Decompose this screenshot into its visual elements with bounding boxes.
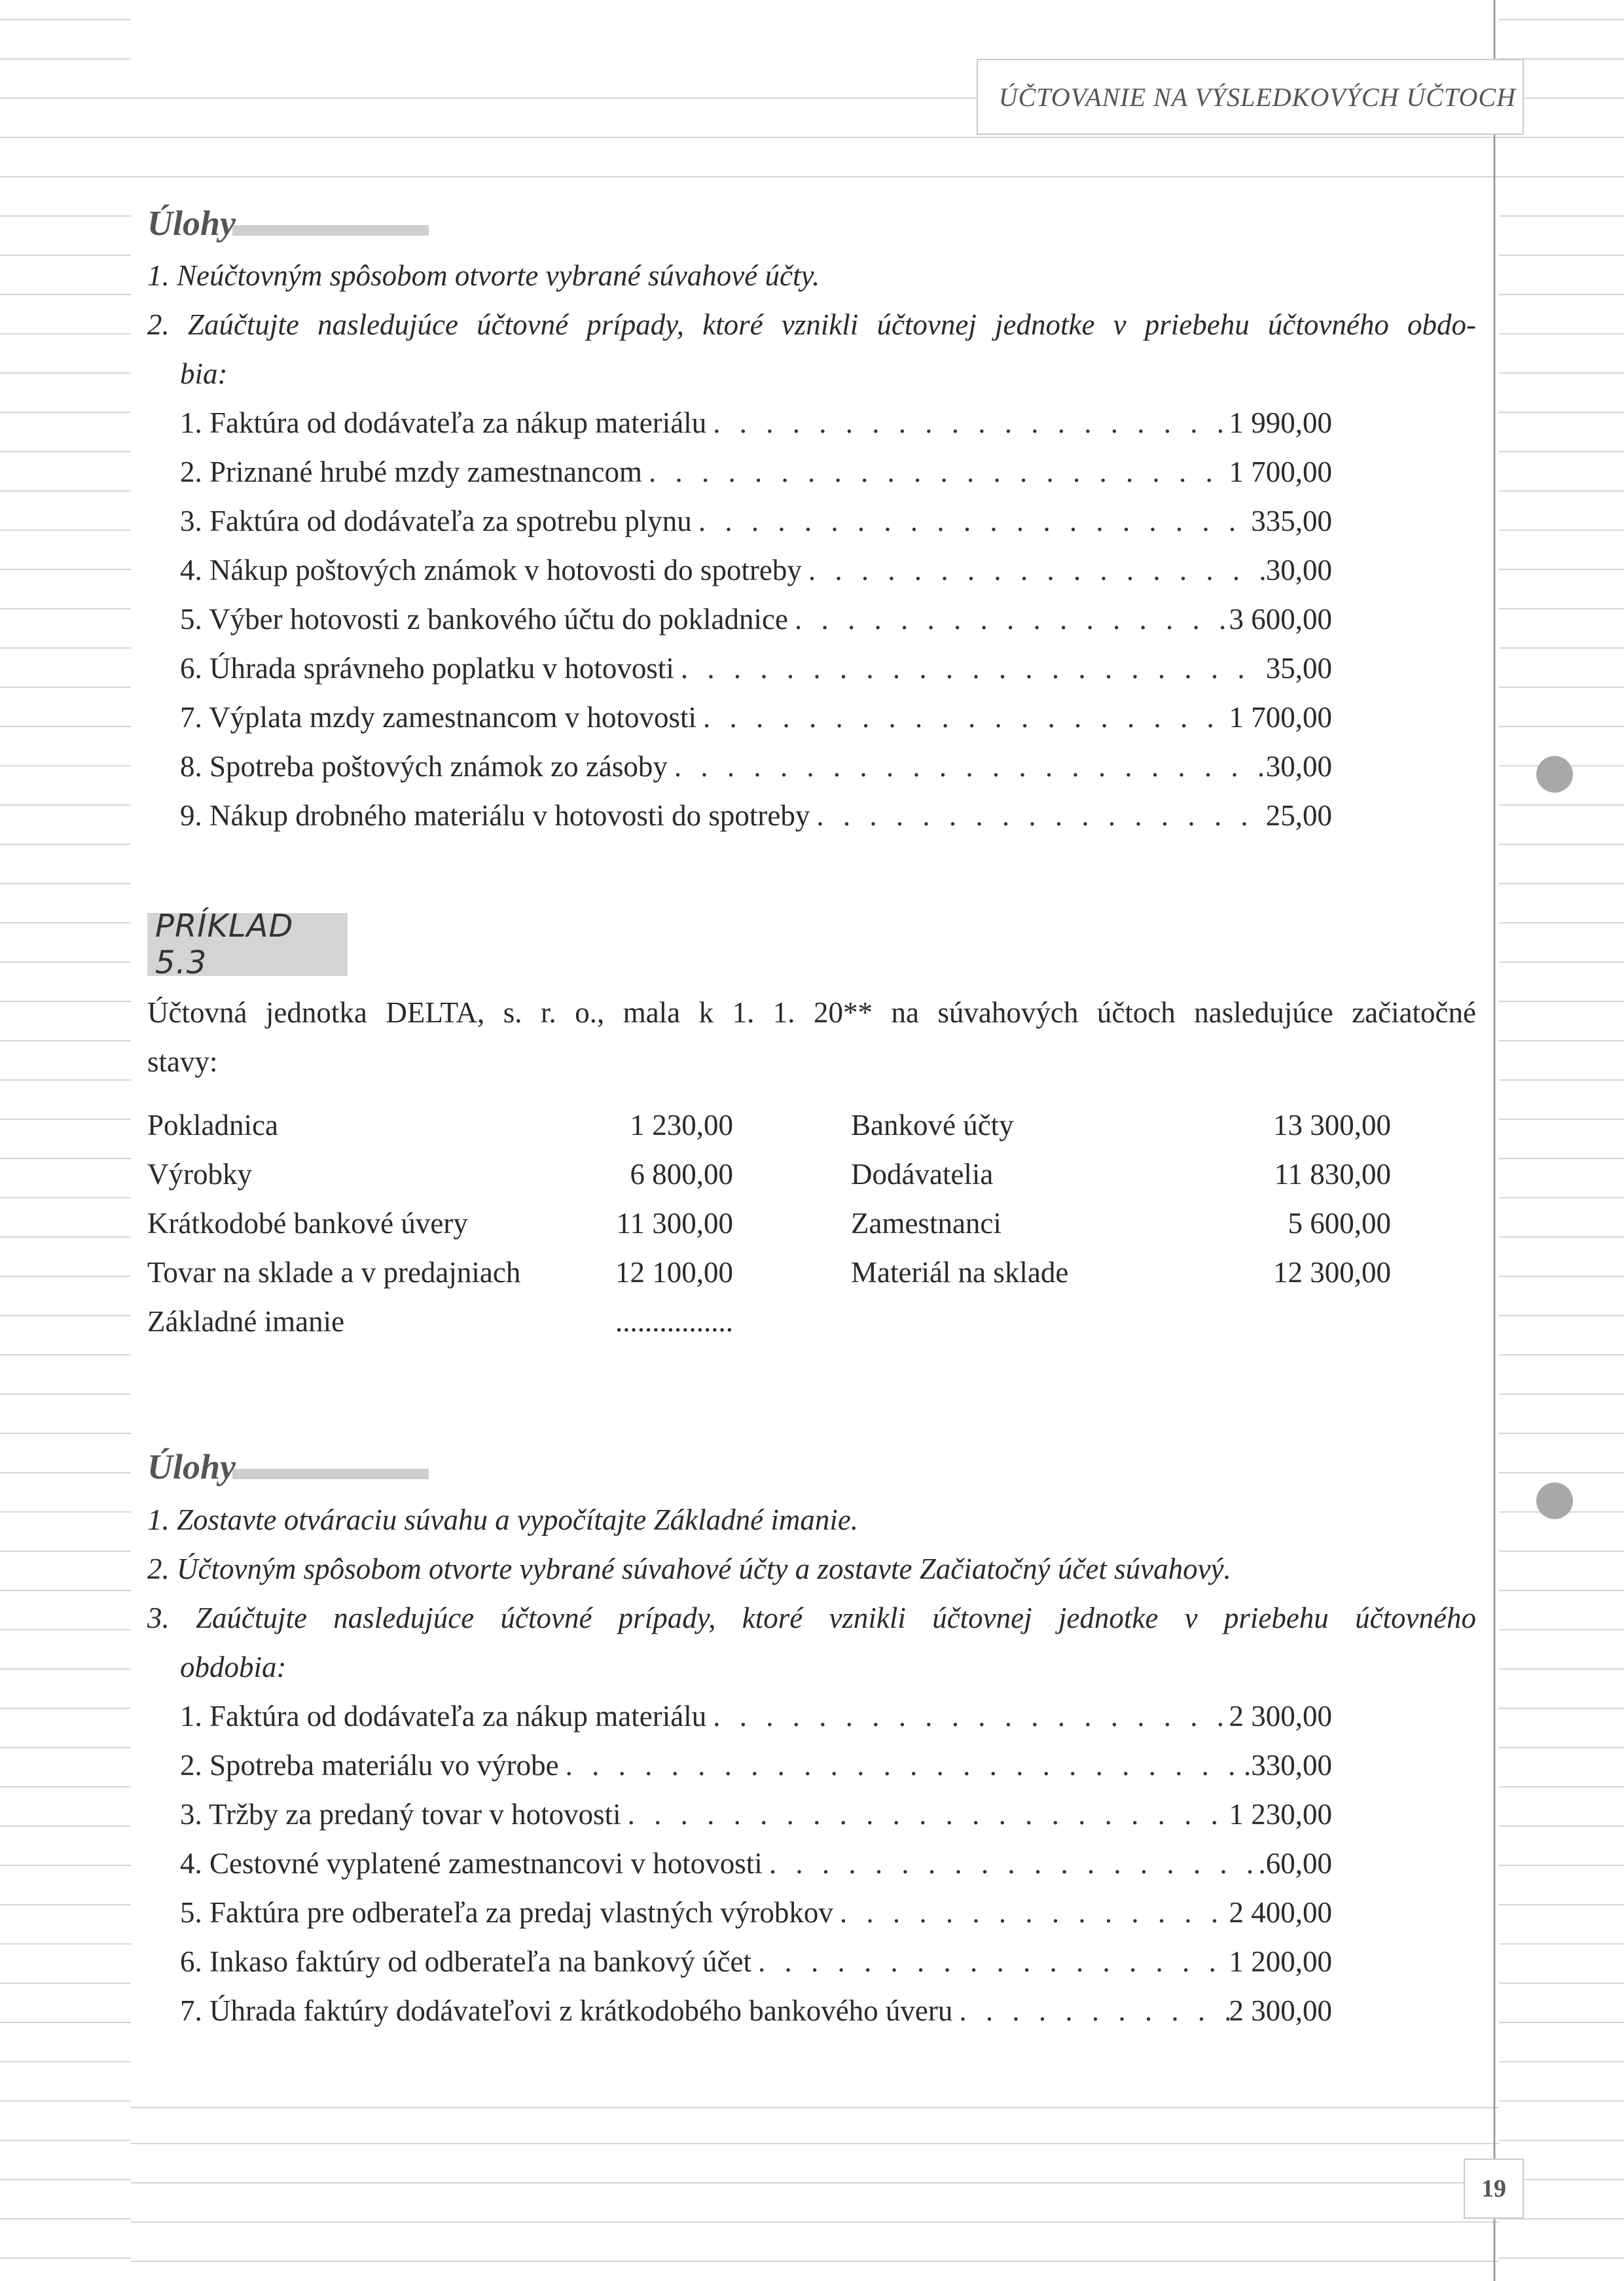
transaction-row [180,791,1332,840]
balance-account: Výrobky [147,1158,252,1191]
dot-leader [696,693,1229,742]
transaction-row [180,546,1332,595]
section1-task2-line2: bia: [180,357,228,390]
balance-row [147,1199,733,1248]
transaction-row [180,1692,1332,1741]
balance-amount: 12 300,00 [1273,1256,1391,1289]
balance-row [851,1199,1391,1248]
transaction-row [180,1986,1332,2036]
section1-title: Úlohy [147,203,236,243]
transaction-text: 4. Cestovné vyplatené zamestnancovi v hotovosti [180,1847,763,1880]
example-intro-line2: stavy: [147,1045,218,1078]
balance-row [147,1297,733,1346]
transaction-text: 5. Faktúra pre odberateľa za predaj vlastných výrobkov [180,1896,833,1929]
dot-leader [559,1741,1244,1790]
section1-task2-line1: 2. Zaúčtujte nasledujúce účtovné prípady, ktoré vznikli účtovnej jednotke v priebehu účtovného obdo- [147,308,1476,341]
balance-row [147,1248,733,1297]
dot-leader [763,1839,1259,1888]
balance-account: Krátkodobé bankové úvery [147,1207,468,1240]
balance-amount: 6 800,00 [630,1158,733,1191]
transaction-text: 6. Inkaso faktúry od odberateľa na bankový účet [180,1945,751,1978]
dot-leader [642,448,1229,497]
balance-amount: 11 300,00 [616,1207,733,1240]
section2-task1: 1. Zostavte otváraciu súvahu a vypočítajte Základné imanie. [147,1503,859,1536]
balance-account: Bankové účty [851,1109,1014,1141]
example-label: PRÍKLAD 5.3 [147,913,348,976]
dot-leader [674,644,1266,693]
dot-leader [692,497,1251,546]
section2-task3-line2: obdobia: [180,1651,287,1683]
dot-leader [802,546,1266,595]
transaction-amount: 1 200,00 [1229,1945,1332,1978]
transaction-row [180,1937,1332,1986]
transaction-amount: 25,00 [1265,799,1332,832]
balance-account: Materiál na sklade [851,1256,1069,1289]
transaction-amount: 2 300,00 [1229,1700,1332,1733]
balance-amount: 5 600,00 [1288,1207,1391,1240]
transaction-text: 6. Úhrada správneho poplatku v hotovosti [180,652,674,685]
transaction-row [180,644,1332,693]
balance-amount: ................ [615,1305,733,1338]
balance-amount: 13 300,00 [1273,1109,1391,1141]
dot-leader [751,1937,1229,1986]
transaction-amount: 2 400,00 [1229,1896,1332,1929]
transaction-text: 7. Úhrada faktúry dodávateľovi z krátkodobého bankového úveru [180,1994,953,2027]
balance-amount: 12 100,00 [615,1256,733,1289]
transaction-text: 3. Faktúra od dodávateľa za spotrebu plynu [180,505,692,537]
running-header [977,59,1524,135]
transaction-amount: 3 600,00 [1229,603,1332,636]
balance-row [851,1101,1391,1150]
transaction-text: 3. Tržby za predaný tovar v hotovosti [180,1798,621,1831]
section2-title: Úlohy [147,1446,236,1487]
transaction-row [180,1790,1332,1839]
transaction-text: 1. Faktúra od dodávateľa za nákup materiálu [180,1700,707,1733]
transaction-row [180,448,1332,497]
balance-account: Základné imanie [147,1305,345,1338]
transaction-amount: 35,00 [1265,652,1332,685]
transaction-row [180,1741,1332,1790]
section2-task3-line1: 3. Zaúčtujte nasledujúce účtovné prípady, ktoré vznikli účtovnej jednotke v priebehu účtovného [147,1602,1476,1634]
balance-row [851,1150,1391,1199]
page-number: 19 [1464,2159,1524,2219]
balance-account: Zamestnanci [851,1207,1001,1240]
punch-hole [1536,1482,1573,1519]
transaction-amount: .330,00 [1244,1749,1332,1782]
transaction-text: 9. Nákup drobného materiálu v hotovosti do spotreby [180,799,810,832]
transaction-text: 8. Spotreba poštových známok zo zásoby [180,750,668,783]
transaction-row [180,399,1332,448]
dot-leader [810,791,1265,840]
dot-leader [621,1790,1229,1839]
punch-hole [1536,756,1573,793]
dot-leader [833,1888,1229,1937]
balance-amount: 11 830,00 [1274,1158,1391,1191]
transaction-text: 4. Nákup poštových známok v hotovosti do spotreby [180,554,802,586]
example-intro-line1: Účtovná jednotka DELTA, s. r. o., mala k 1. 1. 20** na súvahových účtoch nasledujúce začiatočné [147,996,1476,1029]
transaction-amount: 30,00 [1265,554,1332,586]
transaction-text: 1. Faktúra od dodávateľa za nákup materiálu [180,406,707,439]
transaction-row [180,595,1332,644]
transaction-amount: 2 300,00 [1229,1994,1332,2027]
transaction-amount: 1 700,00 [1229,456,1332,488]
transaction-row [180,742,1332,791]
dot-leader [706,1692,1229,1741]
transaction-amount: 1 700,00 [1229,701,1332,734]
transaction-row [180,1888,1332,1937]
transaction-amount: .60,00 [1258,1847,1332,1880]
transaction-text: 2. Priznané hrubé mzdy zamestnancom [180,456,643,488]
transaction-amount: 1 990,00 [1229,406,1332,439]
dot-leader [668,742,1266,791]
transaction-text: 5. Výber hotovosti z bankového účtu do pokladnice [180,603,788,636]
balance-amount: 1 230,00 [630,1109,733,1141]
transaction-amount: 30,00 [1265,750,1332,783]
balance-account: Dodávatelia [851,1158,994,1191]
transaction-row [180,497,1332,546]
section2-task2: 2. Účtovným spôsobom otvorte vybrané súvahové účty a zostavte Začiatočný účet súvahový. [147,1553,1231,1585]
transaction-row [180,1839,1332,1888]
section1-task1: 1. Neúčtovným spôsobom otvorte vybrané súvahové účty. [147,259,820,292]
balance-account: Tovar na sklade a v predajniach [147,1256,521,1289]
dot-leader [706,399,1229,448]
dot-leader [788,595,1229,644]
transaction-text: 2. Spotreba materiálu vo výrobe [180,1749,559,1782]
transaction-row [180,693,1332,742]
balance-row [147,1101,733,1150]
transaction-amount: 335,00 [1251,505,1332,537]
balance-row [851,1248,1391,1297]
transaction-text: 7. Výplata mzdy zamestnancom v hotovosti [180,701,697,734]
dot-leader [952,1986,1229,2036]
balance-account: Pokladnica [147,1109,278,1141]
balance-row [147,1150,733,1199]
running-header-title: ÚČTOVANIE NA VÝSLEDKOVÝCH ÚČTOCH [998,82,1516,112]
transaction-amount: 1 230,00 [1229,1798,1332,1831]
